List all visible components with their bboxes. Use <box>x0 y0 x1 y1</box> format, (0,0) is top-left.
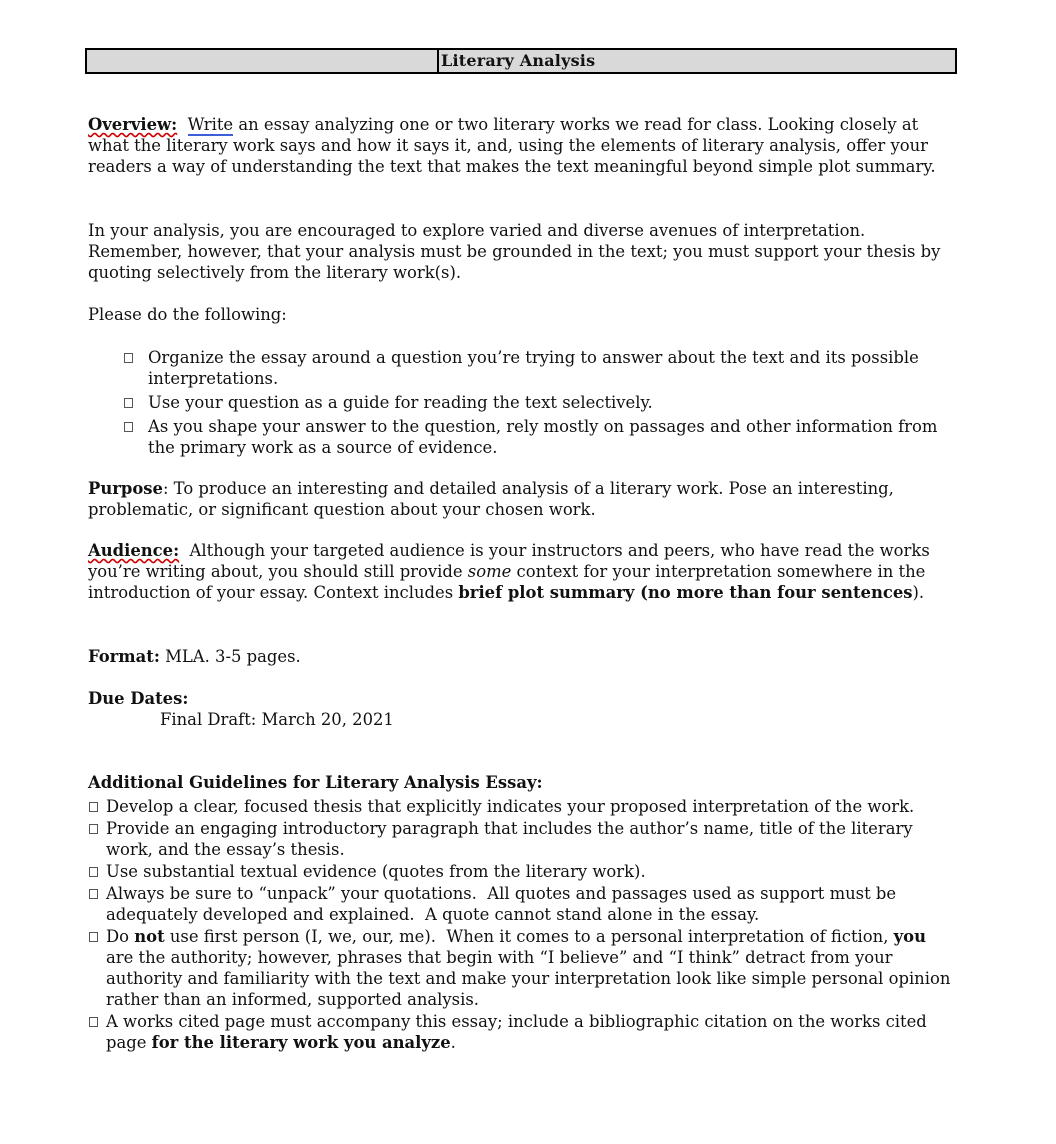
overview-paragraph <box>88 114 958 177</box>
document-title[interactable]: Literary Analysis <box>437 50 595 72</box>
list-item <box>88 883 958 925</box>
list-item-text: use first person (I, we, our, me). When it comes to a personal interpretation of fiction, <box>164 927 894 946</box>
title-banner <box>85 48 957 74</box>
list-item-text: Always be sure to “unpack” your quotations. All quotes and passages used as support must be adequately developed and explained. A quote cannot stand alone in the essay. <box>106 884 902 924</box>
checkbox-square-icon <box>89 932 98 942</box>
instructions-list <box>124 347 954 461</box>
interpretation-section <box>88 220 958 283</box>
list-item <box>88 796 958 817</box>
checkbox-square-icon <box>89 802 98 812</box>
list-item-text: A works cited page must accompany this essay; include a bibliographic citation on the works cited page <box>106 1012 927 1052</box>
format-section <box>88 646 958 667</box>
instructions-intro-text: Please do the following: <box>88 305 287 324</box>
list-item-bold: not <box>134 927 165 946</box>
checkbox-square-icon <box>124 353 133 363</box>
overview-text: an essay analyzing one or two literary works we read for class. Looking closely at what the literary work says and how it says it, and, using the elements of literary analysis, offer your readers a way of understanding the text that makes the text meaningful beyond simple plot summary. <box>88 115 936 176</box>
checkbox-square-icon <box>89 1017 98 1027</box>
purpose-section <box>88 478 958 520</box>
audience-bold: brief plot summary (no more than four sentences <box>458 583 913 602</box>
guidelines-heading-text: Additional Guidelines for Literary Analysis Essay: <box>88 773 543 792</box>
guidelines-list <box>88 796 958 1054</box>
list-item-bold: for the literary work you analyze <box>151 1033 451 1052</box>
overview-section <box>88 114 958 177</box>
final-draft-date: Final Draft: March 20, 2021 <box>160 710 394 729</box>
audience-label: Audience: <box>88 541 180 560</box>
audience-text: context for your interpretation somewhere in the introduction of your essay. Context includes <box>88 562 926 602</box>
list-item <box>88 1011 958 1053</box>
list-item-text: Use your question as a guide for reading the text selectively. <box>148 393 653 412</box>
list-item-text: are the authority; however, phrases that begin with “I believe” and “I think” detract from your authority and familiarity with the text and make your interpretation look like simple personal opinion rather than an informed, supported analysis. <box>106 948 951 1009</box>
audience-italic: some <box>467 562 512 581</box>
instructions-intro <box>88 304 958 325</box>
due-dates-label: Due Dates: <box>88 689 189 708</box>
list-item-text: Provide an engaging introductory paragraph that includes the author’s name, title of the literary work, and the essay’s thesis. <box>106 819 913 859</box>
list-item-bold: you <box>893 927 927 946</box>
format-text: MLA. 3-5 pages. <box>159 647 301 666</box>
overview-label: Overview: <box>88 115 178 134</box>
overview-first-word: Write <box>187 115 234 134</box>
audience-text: Although your targeted audience is your instructors and peers, who have read the works you’re writing about, you should still provide <box>88 541 935 581</box>
list-item-text: . <box>450 1033 456 1052</box>
list-item-text: Develop a clear, focused thesis that explicitly indicates your proposed interpretation of the work. <box>106 797 915 816</box>
interpretation-paragraph: In your analysis, you are encouraged to explore varied and diverse avenues of interpretation. Remember, however, that your analysis must be grounded in the text; you must support your thesis by quoting selectively from the literary work(s). <box>88 221 941 282</box>
list-item <box>124 347 954 389</box>
list-item <box>124 392 954 413</box>
checkbox-square-icon <box>89 867 98 877</box>
list-item-text: Use substantial textual evidence (quotes from the literary work). <box>106 862 646 881</box>
due-dates-section <box>88 688 958 730</box>
list-item <box>88 818 958 860</box>
checkbox-square-icon <box>89 889 98 899</box>
list-item <box>124 416 954 458</box>
list-item-text: Organize the essay around a question you’re trying to answer about the text and its possible interpretations. <box>148 348 919 388</box>
purpose-text: : To produce an interesting and detailed analysis of a literary work. Pose an interesting, problematic, or significant question about your chosen work. <box>88 479 894 519</box>
audience-section <box>88 540 958 603</box>
list-item <box>88 926 958 1010</box>
guidelines-heading <box>88 772 958 793</box>
list-item-text: As you shape your answer to the question, rely mostly on passages and other information from the primary work as a source of evidence. <box>148 417 938 457</box>
format-label: Format: <box>88 647 160 666</box>
list-item <box>88 861 958 882</box>
checkbox-square-icon <box>124 398 133 408</box>
checkbox-square-icon <box>124 422 133 432</box>
audience-text: ). <box>912 583 925 602</box>
list-item-text: Do <box>106 927 135 946</box>
checkbox-square-icon <box>89 824 98 834</box>
purpose-label: Purpose <box>88 479 163 498</box>
